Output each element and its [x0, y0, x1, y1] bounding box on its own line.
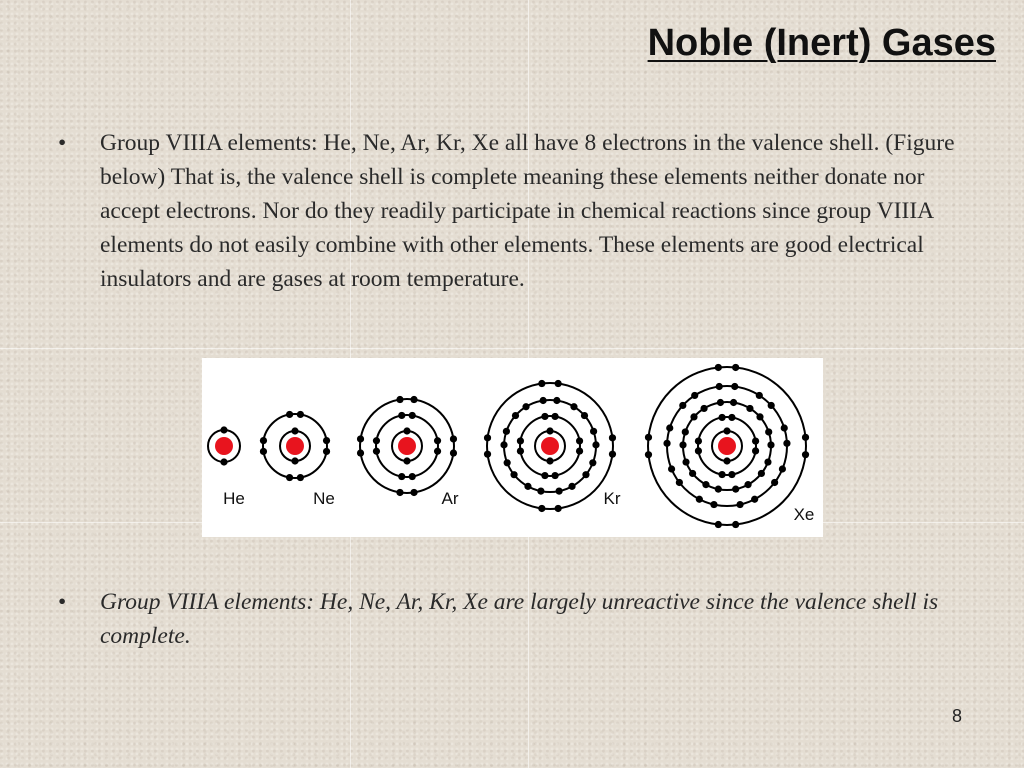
electron — [286, 411, 293, 418]
electron — [546, 427, 553, 434]
electron — [752, 437, 759, 444]
electron — [291, 457, 298, 464]
atom-label: Ar — [441, 489, 459, 508]
electron — [403, 457, 410, 464]
electron — [291, 427, 298, 434]
electron — [373, 437, 380, 444]
electron — [568, 483, 575, 490]
electron — [410, 489, 417, 496]
electron — [767, 441, 774, 448]
electron — [746, 405, 753, 412]
electron — [450, 449, 457, 456]
electron — [802, 434, 809, 441]
electron — [409, 473, 416, 480]
electron — [668, 465, 675, 472]
electron — [517, 437, 524, 444]
nucleus — [398, 437, 416, 455]
nucleus — [286, 437, 304, 455]
electron — [589, 459, 596, 466]
electron — [409, 412, 416, 419]
electron — [679, 441, 686, 448]
electron — [357, 435, 364, 442]
electron — [551, 413, 558, 420]
electron — [522, 403, 529, 410]
grid-line — [0, 348, 1024, 349]
electron — [679, 402, 686, 409]
electron — [484, 451, 491, 458]
electron — [576, 437, 583, 444]
electron — [398, 412, 405, 419]
electron — [609, 434, 616, 441]
electron — [702, 481, 709, 488]
electron — [728, 414, 735, 421]
electron — [765, 428, 772, 435]
electron — [723, 427, 730, 434]
electron — [357, 449, 364, 456]
electron — [783, 440, 790, 447]
electron — [555, 505, 562, 512]
electron — [731, 383, 738, 390]
bullet-text: Group VIIIA elements: He, Ne, Ar, Kr, Xe all have 8 electrons in the valence shell. (Figure below) That is, the valence shell is complete meaning these elements neither donate nor accept electrons. Nor do they readily participate in chemical reactions since group VIIIA elements do not easily combine with other elements. These elements are good electrical insulators and are gases at room temperature. — [100, 130, 955, 292]
electron — [297, 411, 304, 418]
electron — [732, 521, 739, 528]
electron — [695, 437, 702, 444]
electron — [323, 448, 330, 455]
electron — [730, 399, 737, 406]
electron — [590, 428, 597, 435]
electron — [524, 483, 531, 490]
atom-label: Xe — [793, 505, 815, 524]
electron — [403, 427, 410, 434]
electron — [555, 380, 562, 387]
electron — [764, 458, 771, 465]
electron — [700, 405, 707, 412]
electron — [744, 481, 751, 488]
electron — [220, 458, 227, 465]
electron — [581, 412, 588, 419]
electron — [728, 471, 735, 478]
electron — [546, 457, 553, 464]
electron — [716, 383, 723, 390]
slide-title: Noble (Inert) Gases — [647, 22, 996, 64]
electron — [696, 496, 703, 503]
electron — [538, 505, 545, 512]
electron — [732, 364, 739, 371]
electron — [758, 470, 765, 477]
electron — [260, 448, 267, 455]
electron — [517, 447, 524, 454]
electron — [541, 413, 548, 420]
electron — [736, 501, 743, 508]
electron — [220, 426, 227, 433]
electron — [723, 457, 730, 464]
electron — [710, 501, 717, 508]
atom-label: Kr — [603, 489, 621, 508]
electron — [297, 474, 304, 481]
atom-kr — [484, 380, 621, 512]
electron — [802, 451, 809, 458]
electron — [373, 448, 380, 455]
electron — [718, 471, 725, 478]
atom-label: He — [223, 489, 245, 508]
nucleus — [541, 437, 559, 455]
electron — [286, 474, 293, 481]
electron — [592, 441, 599, 448]
electron — [396, 396, 403, 403]
electron — [645, 451, 652, 458]
electron — [396, 489, 403, 496]
nucleus — [215, 437, 233, 455]
electron — [503, 428, 510, 435]
atom-xe — [645, 364, 815, 528]
electron — [663, 440, 670, 447]
atom-ar — [357, 396, 459, 508]
electron — [689, 470, 696, 477]
electron — [555, 487, 562, 494]
bullet-marker: • — [58, 589, 67, 615]
electron — [666, 424, 673, 431]
bullet-item — [58, 585, 958, 653]
electron — [434, 448, 441, 455]
electron — [752, 447, 759, 454]
electron — [540, 397, 547, 404]
electron — [690, 413, 697, 420]
electron — [779, 465, 786, 472]
electron — [715, 521, 722, 528]
electron — [551, 472, 558, 479]
electron — [732, 486, 739, 493]
electron — [751, 496, 758, 503]
electron — [691, 392, 698, 399]
electron — [450, 435, 457, 442]
atom-diagrams — [202, 358, 823, 537]
electron — [538, 380, 545, 387]
electron — [781, 424, 788, 431]
electron — [768, 402, 775, 409]
electron — [570, 403, 577, 410]
atom-ne — [260, 411, 335, 508]
electron — [541, 472, 548, 479]
electron — [537, 487, 544, 494]
electron — [717, 399, 724, 406]
electron — [609, 451, 616, 458]
electron — [771, 479, 778, 486]
electron-shell-figure — [202, 358, 823, 537]
atom-he — [208, 426, 245, 508]
electron — [676, 479, 683, 486]
electron — [582, 471, 589, 478]
electron — [718, 414, 725, 421]
nucleus — [718, 437, 736, 455]
electron — [260, 437, 267, 444]
electron — [484, 434, 491, 441]
electron — [504, 459, 511, 466]
bullet-marker: • — [58, 130, 67, 156]
electron — [512, 412, 519, 419]
electron — [695, 447, 702, 454]
page-number: 8 — [951, 706, 962, 726]
bullet-item — [58, 126, 958, 296]
electron — [682, 458, 689, 465]
electron — [715, 486, 722, 493]
electron — [510, 471, 517, 478]
electron — [715, 364, 722, 371]
electron — [682, 428, 689, 435]
bullet-text: Group VIIIA elements: He, Ne, Ar, Kr, Xe are largely unreactive since the valence shell is complete. — [100, 589, 939, 649]
atom-label: Ne — [313, 489, 335, 508]
electron — [553, 397, 560, 404]
electron — [756, 392, 763, 399]
electron — [500, 441, 507, 448]
electron — [434, 437, 441, 444]
electron — [410, 396, 417, 403]
electron — [576, 447, 583, 454]
electron — [645, 434, 652, 441]
electron — [756, 413, 763, 420]
electron — [323, 437, 330, 444]
electron — [398, 473, 405, 480]
